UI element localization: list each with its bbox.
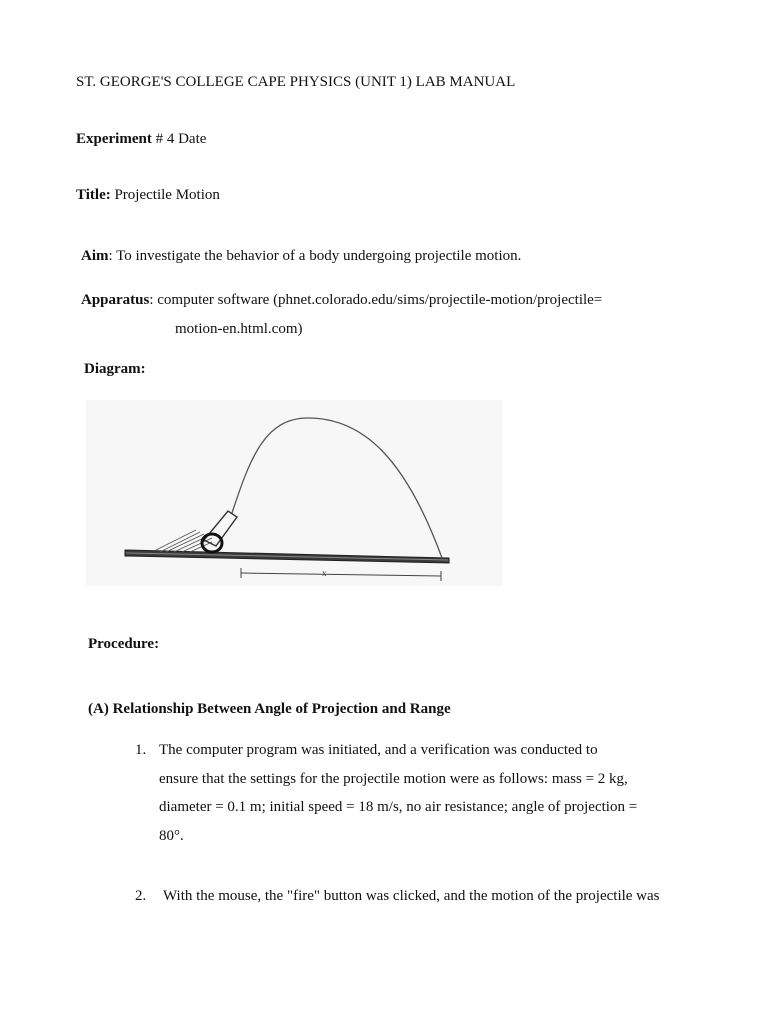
step-1-line-1: The computer program was initiated, and a verification was conducted to <box>159 742 598 758</box>
aim-line <box>81 247 521 265</box>
projectile-diagram <box>86 400 502 586</box>
apparatus-value: : computer software (phnet.colorado.edu/sims/projectile-motion/projectile= <box>149 292 603 308</box>
experiment-value: # 4 Date <box>151 131 207 147</box>
step-2-line-1: With the mouse, the "fire" button was clicked, and the motion of the projectile was <box>163 888 660 904</box>
step-1-line-2: ensure that the settings for the projectile motion were as follows: mass = 2 kg, <box>159 771 628 787</box>
aim-value: : To investigate the behavior of a body undergoing projectile motion. <box>108 248 522 264</box>
apparatus-label: Apparatus <box>81 292 150 308</box>
procedure-heading: Procedure: <box>88 636 160 652</box>
step-1-line-3: diameter = 0.1 m; initial speed = 18 m/s, no air resistance; angle of projection = <box>159 799 638 815</box>
experiment-line <box>76 130 206 148</box>
step-2-number: 2. <box>135 888 147 904</box>
apparatus-line-1 <box>81 291 602 309</box>
section-a-heading: (A) Relationship Between Angle of Projection and Range <box>88 701 451 717</box>
projectile-sketch <box>86 400 502 586</box>
title-line <box>76 186 220 204</box>
experiment-label: Experiment <box>76 131 152 147</box>
title-label: Title: <box>76 187 111 203</box>
step-1-number: 1. <box>135 742 147 758</box>
diagram-heading: Diagram: <box>84 361 146 377</box>
step-1-line-4: 80°. <box>159 828 184 844</box>
apparatus-line-2: motion-en.html.com) <box>175 321 303 337</box>
title-value: Projectile Motion <box>110 187 220 203</box>
range-label: x <box>322 568 327 578</box>
range-marker <box>241 568 441 581</box>
aim-label: Aim <box>81 248 109 264</box>
manual-header: ST. GEORGE'S COLLEGE CAPE PHYSICS (UNIT 1) LAB MANUAL <box>76 74 516 90</box>
trajectory-arc <box>232 418 442 558</box>
